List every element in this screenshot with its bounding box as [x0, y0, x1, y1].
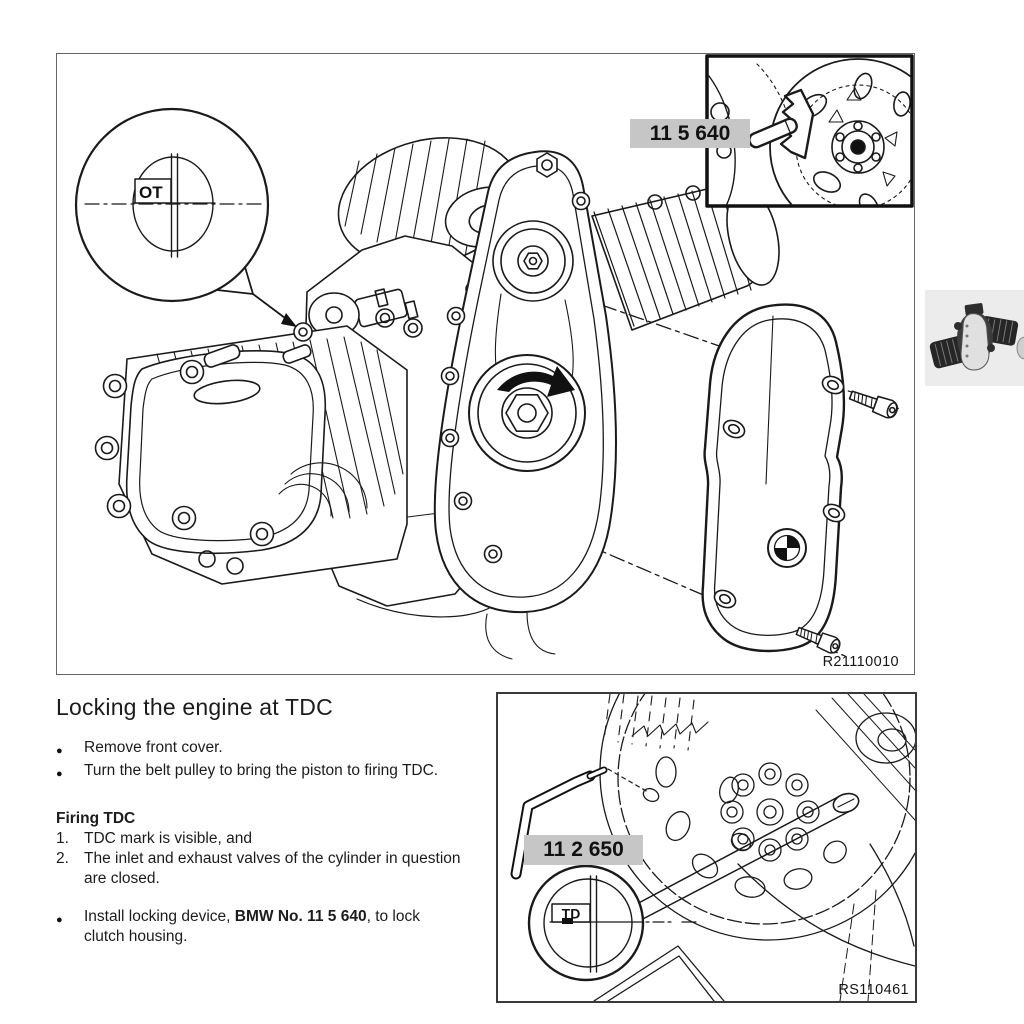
bullet-list	[56, 738, 466, 784]
bullet-dot: ●	[56, 914, 63, 926]
upper-pulley	[493, 221, 573, 301]
tool-number-label-115640: 11 5 640	[630, 119, 750, 148]
engine-thumbnail	[925, 290, 1024, 386]
page-title: Locking the engine at TDC	[56, 694, 333, 720]
tdc-detail-frame	[496, 692, 917, 1003]
tool-leader-dashed	[608, 769, 648, 792]
tdc-pointer	[633, 790, 861, 921]
bullet-dot: ●	[56, 745, 63, 757]
figure-ref-number: R21110010	[822, 654, 899, 670]
engine-front-cover-drawing	[57, 54, 914, 674]
list-item: ● Remove front cover.	[56, 738, 466, 761]
bullet-dot: ●	[56, 768, 63, 780]
main-illustration-frame	[56, 53, 915, 675]
numbered-list	[56, 829, 466, 889]
install-bullet: ● Install locking device, BMW No. 11 5 640, to lock clutch housing.	[56, 908, 420, 945]
ot-magnifier-balloon	[76, 109, 312, 341]
engine-thumbnail-image	[925, 290, 1024, 386]
td-mark-text: TD	[561, 905, 581, 922]
clutch-bolt-cluster	[721, 763, 819, 861]
bmw-roundel-icon	[768, 529, 806, 567]
subheading: Firing TDC	[56, 810, 136, 827]
figure-ref-number: RS110461	[838, 982, 909, 998]
tool-number-bold: BMW No. 11 5 640	[234, 908, 367, 925]
list-item: 2. The inlet and exhaust valves of the cylinder in question are closed.	[56, 850, 461, 887]
list-item: ● Turn the belt pulley to bring the piston to firing TDC.	[56, 761, 466, 784]
ot-mark-text: OT	[139, 183, 163, 202]
tool-number-label-112650: 11 2 650	[524, 835, 643, 865]
list-item: 1. TDC mark is visible, and	[56, 830, 252, 847]
front-cover-removed	[703, 305, 848, 651]
instruction-text	[56, 693, 466, 947]
left-cylinder	[96, 326, 408, 584]
td-magnifier	[529, 866, 696, 980]
cover-screw-upper	[848, 387, 900, 421]
